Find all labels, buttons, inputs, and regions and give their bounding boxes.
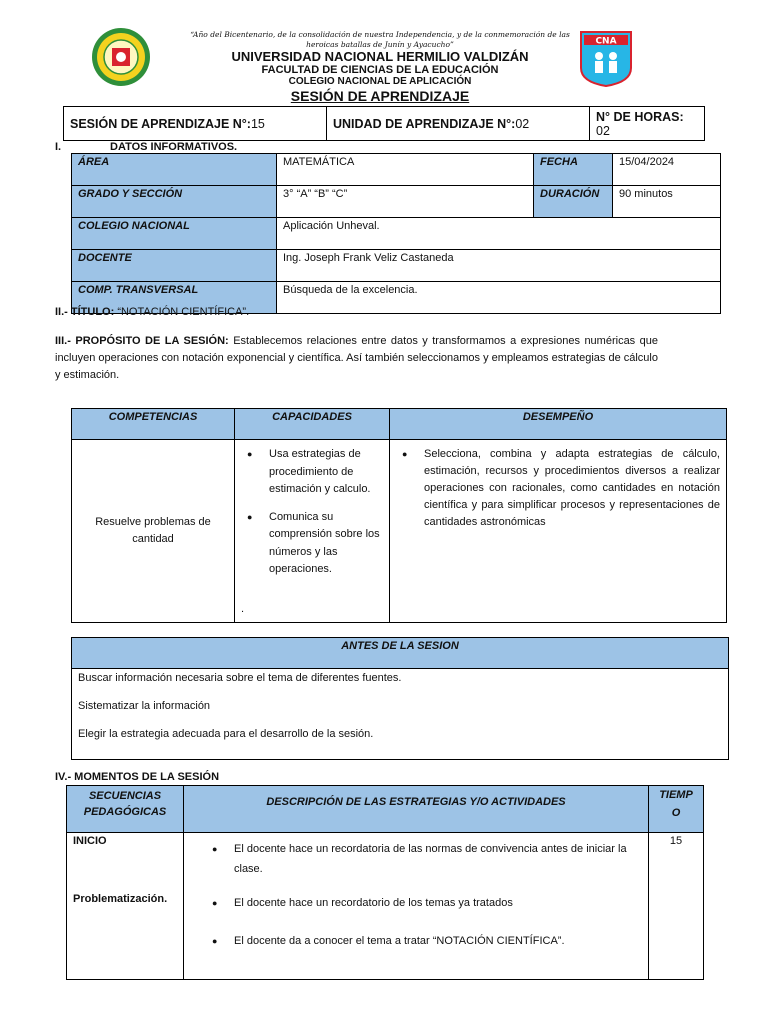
- area-label: ÁREA: [72, 154, 277, 186]
- capacidades-header: CAPACIDADES: [235, 409, 390, 440]
- grado-value: 3° “A” “B” “C”: [277, 186, 534, 218]
- section-4-heading: IV.- MOMENTOS DE LA SESIÓN: [55, 771, 220, 783]
- comp-transversal-label: COMP. TRANSVERSAL: [72, 282, 277, 314]
- proposito-text: Establecemos relaciones entre datos y transformamos a expresiones numéricas que incluyen operaciones con notación exponencial y científica. Así también seleccionamos y empleamos estrategias de cálculo y estimación.: [55, 335, 659, 381]
- actividad-item: ● El docente da a conocer el tema a tratar “NOTACIÓN CIENTÍFICA”.: [206, 931, 638, 951]
- inicio-label: INICIO: [73, 835, 107, 847]
- titulo-value: “NOTACIÓN CIENTÍFICA”.: [117, 306, 250, 318]
- cna-logo-text: CNA: [595, 36, 617, 47]
- desempeno-item: ● Selecciona, combina y adapta estrategias de cálculo, estimación, recursos y procedimientos diversos a realizar operaciones con racionales, como cantidades en notación científica y para simplificar procesos y representaciones de cantidades astronómicas: [396, 446, 720, 531]
- unit-number-label: UNIDAD DE APRENDIZAJE N°:: [333, 116, 516, 131]
- school-name: COLEGIO NACIONAL DE APLICACIÓN: [288, 76, 472, 87]
- colegio-value: Aplicación Unheval.: [277, 218, 721, 250]
- section-1-heading: DATOS INFORMATIVOS.: [110, 141, 238, 153]
- antes-item: Elegir la estrategia adecuada para el desarrollo de la sesión.: [78, 728, 374, 740]
- desempeno-header: DESEMPEÑO: [390, 409, 727, 440]
- session-number-cell: [64, 107, 327, 141]
- hours-label: N° DE HORAS:: [596, 109, 684, 124]
- comp-transversal-value: Búsqueda de la excelencia.: [277, 282, 721, 314]
- session-info-bar: [63, 106, 705, 141]
- competencias-table: [71, 408, 727, 623]
- capacidad-item: ● Usa estrategias de procedimiento de estimación y calculo.: [241, 446, 383, 499]
- section-1-number: I.: [55, 141, 62, 153]
- competencia-cell: Resuelve problemas de cantidad: [72, 440, 235, 623]
- docente-label: DOCENTE: [72, 250, 277, 282]
- hours-value: 02: [596, 123, 610, 138]
- duracion-value: 90 minutos: [613, 186, 721, 218]
- antes-item: Buscar información necesaria sobre el tema de diferentes fuentes.: [78, 672, 402, 684]
- competencias-header: COMPETENCIAS: [72, 409, 235, 440]
- colegio-label: COLEGIO NACIONAL: [72, 218, 277, 250]
- fecha-label: FECHA: [534, 154, 613, 186]
- actividad-item: ● El docente hace un recordatorio de los temas ya tratados: [206, 893, 638, 913]
- capacidades-cell: [235, 440, 390, 623]
- trailing-dot: .: [241, 602, 245, 615]
- tiempo-header-line2: O: [671, 807, 681, 819]
- session-number-label: SESIÓN DE APRENDIZAJE N°:: [70, 116, 251, 131]
- unit-number-cell: [327, 107, 590, 141]
- titulo-label: II.- TÍTULO:: [55, 306, 115, 318]
- antes-content: [72, 669, 729, 760]
- desempeno-cell: [390, 440, 727, 623]
- tiempo-header-line1: TIEMP: [659, 789, 693, 801]
- duracion-label: DURACIÓN: [534, 186, 613, 218]
- hours-cell: [590, 107, 705, 141]
- area-value: MATEMÁTICA: [277, 154, 534, 186]
- problematizacion-label: Problematización.: [73, 893, 168, 905]
- momentos-table: [66, 785, 704, 980]
- tiempo-header: [649, 786, 704, 833]
- tiempo-value: 15: [649, 833, 704, 980]
- grado-label: GRADO Y SECCIÓN: [72, 186, 277, 218]
- actividad-item: ● El docente hace un recordatoria de las normas de convivencia antes de iniciar la clase.: [206, 839, 638, 879]
- descripcion-header: DESCRIPCIÓN DE LAS ESTRATEGIAS Y/O ACTIVIDADES: [184, 786, 649, 833]
- session-number-value: 15: [250, 116, 265, 131]
- document-title: SESIÓN DE APRENDIZAJE: [290, 88, 470, 104]
- fecha-value: 15/04/2024: [613, 154, 721, 186]
- unit-number-value: 02: [515, 116, 530, 131]
- university-seal-logo: [90, 27, 152, 87]
- university-name: UNIVERSIDAD NACIONAL HERMILIO VALDIZÁN: [231, 49, 529, 64]
- secuencia-cell: [67, 833, 184, 980]
- actividades-cell: [184, 833, 649, 980]
- antes-item: Sistematizar la información: [78, 700, 211, 712]
- titulo-line: [55, 306, 249, 318]
- proposito-label: III.- PROPÓSITO DE LA SESIÓN:: [55, 335, 229, 347]
- antes-table: [71, 637, 729, 760]
- motto: “Año del Bicentenario, de la consolidación de nuestra Independencia, y de la conmemoración de las heroicas batallas de Junín y Ayacucho”: [190, 30, 570, 49]
- antes-header: ANTES DE LA SESION: [72, 638, 729, 669]
- proposito-paragraph: [55, 333, 658, 384]
- datos-table: [71, 153, 721, 314]
- capacidad-item: ● Comunica su comprensión sobre los números y las operaciones.: [241, 509, 383, 579]
- docente-value: Ing. Joseph Frank Veliz Castaneda: [277, 250, 721, 282]
- secuencias-header: SECUENCIAS PEDAGÓGICAS: [67, 786, 184, 833]
- faculty-name: FACULTAD DE CIENCIAS DE LA EDUCACIÓN: [261, 64, 499, 76]
